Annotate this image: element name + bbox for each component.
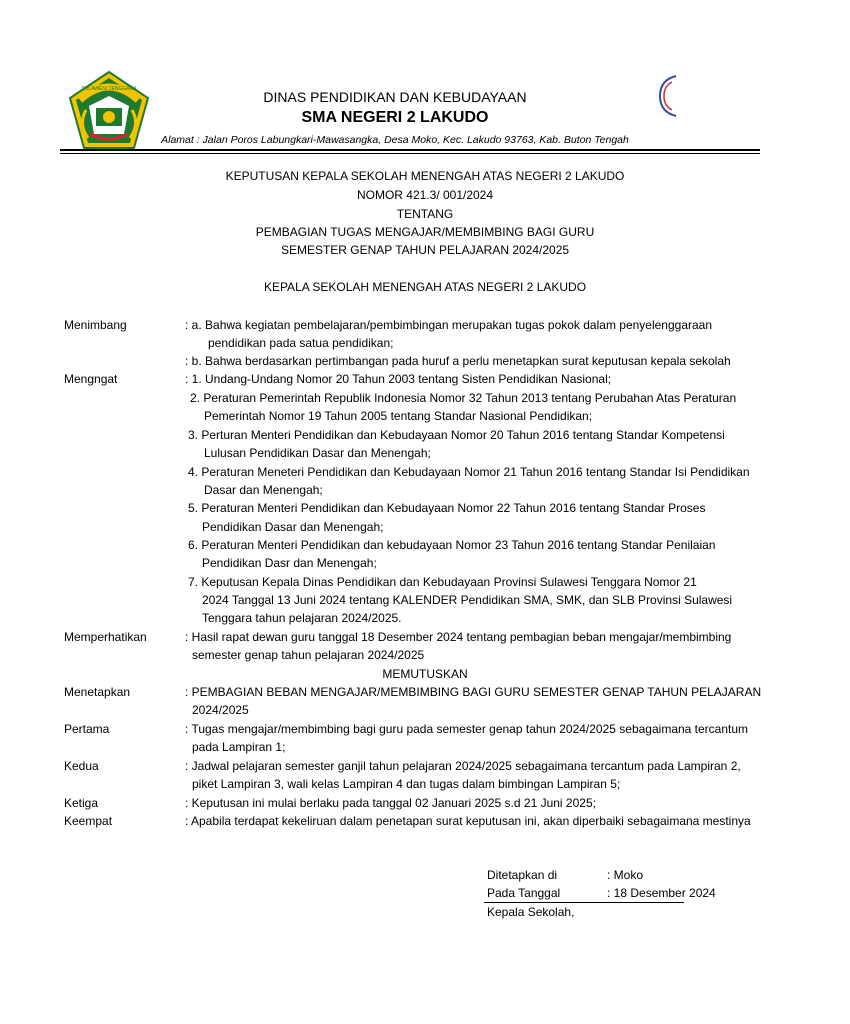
menimbang-line: : a. Bahwa kegiatan pembelajaran/pembimbingan merupakan tugas pokok dalam penyelenggaraan [185,318,713,332]
pertama-line: pada Lampiran 1; [192,740,286,754]
mengingat-line: Dasar dan Menengah; [204,483,323,497]
label-keempat: Keempat [64,814,113,828]
svg-text:SULAWESI TENGGARA: SULAWESI TENGGARA [81,86,137,92]
school-address: Alamat : Jalan Poros Labungkari-Mawasangka, Desa Moko, Kec. Lakudo 93763, Kab. Buton Tengah [161,134,629,146]
date-label: Pada Tanggal [487,886,561,900]
mengingat-line: Tenggara tahun pelajaran 2024/2025. [202,611,402,625]
mengingat-line: Lulusan Pendidikan Dasar dan Menengah; [204,446,431,460]
date-value: : 18 Desember 2024 [607,886,716,900]
kedua-line: piket Lampiran 3, wali kelas Lampiran 4 dan tugas dalam bimbingan Lampiran 5; [192,777,621,791]
menimbang-line: pendidikan pada satua pendidikan; [208,336,394,350]
decree-title: KEPUTUSAN KEPALA SEKOLAH MENENGAH ATAS NEGERI 2 LAKUDO [225,169,625,183]
label-memperhatikan: Memperhatikan [64,630,147,644]
kedua-line: : Jadwal pelajaran semester ganjil tahun pelajaran 2024/2025 sebagaimana tercantum pada Lampiran 2, [185,759,741,773]
mengingat-line: 2. Peraturan Pemerintah Republik Indonesia Nomor 32 Tahun 2013 tentang Perubahan Atas Peraturan [190,391,737,405]
menetapkan-line: 2024/2025 [192,703,249,717]
place-label: Ditetapkan di [487,868,558,882]
menimbang-line: : b. Bahwa berdasarkan pertimbangan pada huruf a perlu menetapkan surat keputusan kepala sekolah [185,354,731,368]
label-kedua: Kedua [64,759,99,773]
mengingat-line: 2024 Tanggal 13 Juni 2024 tentang KALENDER Pendidikan SMA, SMK, dan SLB Provinsi Sulawesi [202,593,733,607]
mengingat-line: 6. Peraturan Menteri Pendidikan dan kebudayaan Nomor 23 Tahun 2016 tentang Standar Penilaian [188,538,716,552]
decree-issuer: KEPALA SEKOLAH MENENGAH ATAS NEGERI 2 LAKUDO [263,280,587,294]
agency-name: DINAS PENDIDIKAN DAN KEBUDAYAAN [263,89,527,105]
label-menimbang: Menimbang [64,318,127,332]
memutuskan-heading: MEMUTUSKAN [382,667,468,681]
menetapkan-line: : PEMBAGIAN BEBAN MENGAJAR/MEMBIMBING BAGI GURU SEMESTER GENAP TAHUN PELAJARAN [185,685,762,699]
decree-number: NOMOR 421.3/ 001/2024 [356,188,494,202]
decree-subject: PEMBAGIAN TUGAS MENGAJAR/MEMBIMBING BAGI GURU [255,225,595,239]
memperhatikan-line: : Hasil rapat dewan guru tanggal 18 Desember 2024 tentang pembagian beban mengajar/membimbing [185,630,732,644]
mengingat-line: 5. Peraturan Menteri Pendidikan dan Kebudayaan Nomor 22 Tahun 2016 tentang Standar Proses [188,501,706,515]
keempat-line: : Apabila terdapat kekeliruan dalam penetapan surat keputusan ini, akan diperbaiki sebagaimana mestinya [185,814,751,828]
label-ketiga: Ketiga [64,796,99,810]
mengingat-line: : 1. Undang-Undang Nomor 20 Tahun 2003 tentang Sisten Pendidikan Nasional; [185,372,612,386]
mengingat-line: 3. Perturan Menteri Pendidikan dan Kebudayaan Nomor 20 Tahun 2016 tentang Standar Kompetensi [188,428,725,442]
school-name: SMA NEGERI 2 LAKUDO [301,109,489,126]
mengingat-line: Pendidikan Dasr dan Menengah; [202,556,377,570]
principal-title: Kepala Sekolah, [487,905,575,919]
mengingat-line: 4. Peraturan Meneteri Pendidikan dan Kebudayaan Nomor 21 Tahun 2016 tentang Standar Isi Pendidikan [188,465,750,479]
mengingat-line: Pendidikan Dasar dan Menengah; [202,520,384,534]
decree-about: TENTANG [396,207,454,221]
label-menetapkan: Menetapkan [64,685,131,699]
header-rule-thin [60,153,760,154]
pertama-line: : Tugas mengajar/membimbing bagi guru pada semester genap tahun 2024/2025 sebagaimana tercantum [185,722,749,736]
mengingat-line: Pemerintah Nomor 19 Tahun 2005 tentang Standar Nasional Pendidikan; [204,409,593,423]
label-mengingat: Mengngat [64,372,118,386]
decree-semester: SEMESTER GENAP TAHUN PELAJARAN 2024/2025 [280,243,570,257]
memperhatikan-line: semester genap tahun pelajaran 2024/2025 [192,648,425,662]
place-value: : Moko [607,868,644,882]
mengingat-line: 7. Keputusan Kepala Dinas Pendidikan dan Kebudayaan Provinsi Sulawesi Tenggara Nomor 21 [188,575,697,589]
header-rule-thick [60,149,760,151]
ketiga-line: : Keputusan ini mulai berlaku pada tanggal 02 Januari 2025 s.d 21 Juni 2025; [185,796,596,810]
signature-divider [484,902,684,903]
label-pertama: Pertama [64,722,110,736]
